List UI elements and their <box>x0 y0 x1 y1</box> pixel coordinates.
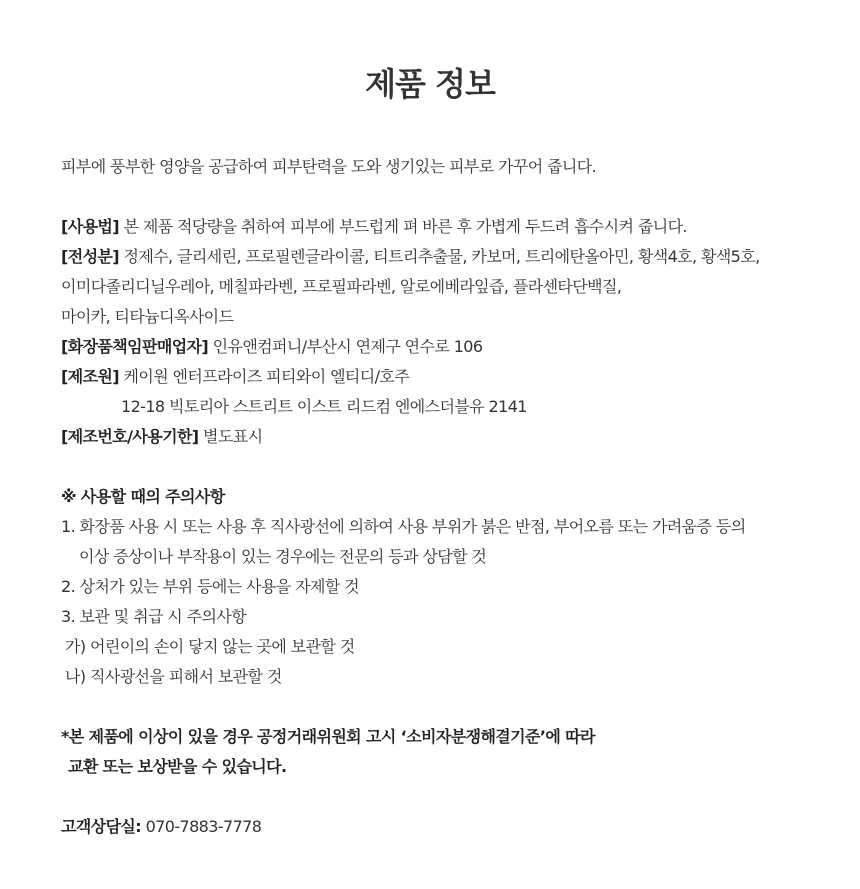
lot-label: [제조번호/사용기한] <box>61 427 199 446</box>
caution-item-2: 2. 상처가 있는 부위 등에는 사용을 자제할 것 <box>61 577 360 596</box>
ingredients-text-2: 이미다졸리디닐우레아, 메칠파라벤, 프로필파라벤, 알로에베라잎즙, 플라센타단백질, <box>61 277 622 296</box>
caution-heading: ※ 사용할 때의 주의사항 <box>61 487 225 506</box>
usage-text: 본 제품 적당량을 취하여 피부에 부드럽게 펴 바른 후 가볍게 두드려 흡수시켜 줍니다. <box>119 217 687 236</box>
manufacturer-address: 12-18 빅토리아 스트리트 이스트 리드컴 엔에스더블유 2141 <box>121 397 527 416</box>
ingredients-row <box>61 242 851 272</box>
contact-phone: 070-7883-7778 <box>141 817 262 836</box>
spacer <box>61 692 851 722</box>
manufacturer-row <box>61 362 851 392</box>
lot-text: 별도표시 <box>198 427 263 446</box>
caution-item-3b: 나) 직사광선을 피해서 보관할 것 <box>65 667 282 686</box>
caution-item-1: 1. 화장품 사용 시 또는 사용 후 직사광선에 의하여 사용 부위가 붉은 반점, 부어오름 또는 가려움증 등의 <box>61 517 746 536</box>
ingredients-text-1: 정제수, 글리세린, 프로필렌글라이콜, 티트리추출물, 카보머, 트리에탄올아민, 황색4호, 황색5호, <box>119 247 760 266</box>
caution-item-1-cont: 이상 증상이나 부작용이 있는 경우에는 전문의 등과 상담할 것 <box>79 547 487 566</box>
contact-row <box>61 812 851 842</box>
ingredients-text-3: 마이카, 티타늄디옥사이드 <box>61 307 234 326</box>
seller-row <box>61 332 851 362</box>
page-title: 제품 정보 <box>365 65 495 103</box>
product-info-body <box>61 152 851 842</box>
spacer <box>61 452 851 482</box>
seller-text: 인유앤컴퍼니/부산시 연제구 연수로 106 <box>208 337 483 356</box>
notice-line-1: *본 제품에 이상이 있을 경우 공정거래위원회 고시 ‘소비자분쟁해결기준’에 따라 <box>61 727 595 746</box>
manufacturer-label: [제조원] <box>61 367 119 386</box>
usage-label: [사용법] <box>61 217 119 236</box>
spacer <box>61 182 851 212</box>
intro-text: 피부에 풍부한 영양을 공급하여 피부탄력을 도와 생기있는 피부로 가꾸어 줍니다. <box>61 157 597 176</box>
caution-item-3a: 가) 어린이의 손이 닿지 않는 곳에 보관할 것 <box>65 637 355 656</box>
contact-label: 고객상담실: <box>61 817 142 836</box>
caution-item-3: 3. 보관 및 취급 시 주의사항 <box>61 607 247 626</box>
lot-row <box>61 422 851 452</box>
manufacturer-text-1: 케이원 엔터프라이즈 피티와이 엘티디/호주 <box>119 367 410 386</box>
spacer <box>61 782 851 812</box>
seller-label: [화장품책임판매업자] <box>61 337 209 356</box>
ingredients-label: [전성분] <box>61 247 119 266</box>
usage-row <box>61 212 851 242</box>
notice-line-2: 교환 또는 보상받을 수 있습니다. <box>68 757 287 776</box>
